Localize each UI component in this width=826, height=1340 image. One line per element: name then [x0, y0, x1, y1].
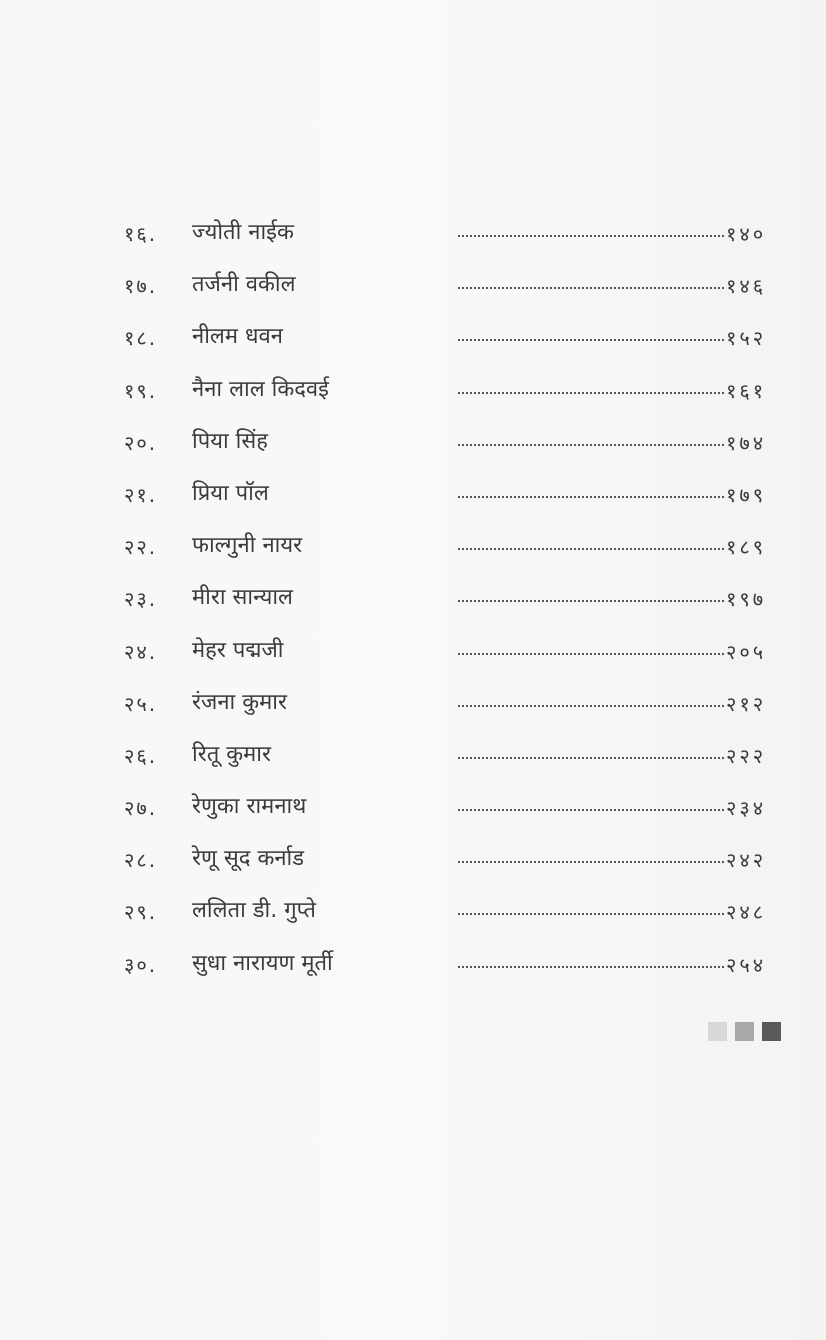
- entry-page-number: २३४: [726, 796, 767, 821]
- entry-page-number: १४०: [726, 222, 767, 246]
- entry-page-number: २२२: [726, 743, 767, 768]
- toc-entry: [0, 836, 826, 888]
- entry-title: नैना लाल किदवई: [192, 376, 329, 402]
- decorative-squares: [708, 1022, 781, 1041]
- dark-square-ornament: [762, 1022, 781, 1041]
- table-of-contents: [0, 210, 826, 993]
- entry-number: १९.: [124, 378, 158, 403]
- entry-page-number: १९७: [726, 587, 767, 612]
- toc-entry: [0, 419, 826, 471]
- entry-title: ललिता डी. गुप्ते: [192, 898, 316, 924]
- entry-title: रितू कुमार: [192, 741, 271, 767]
- entry-number: २०.: [124, 430, 158, 455]
- entry-number: २९.: [124, 900, 158, 925]
- dot-leader: [458, 861, 724, 863]
- entry-title: मेहर पद्मजी: [192, 637, 284, 663]
- toc-entry: [0, 471, 826, 523]
- entry-title: रेणुका रामनाथ: [192, 794, 307, 820]
- entry-page-number: २५४: [726, 952, 767, 977]
- toc-entry: [0, 628, 826, 680]
- dot-leader: [458, 705, 724, 707]
- toc-entry: [0, 262, 826, 314]
- toc-entry: [0, 575, 826, 627]
- dot-leader: [458, 339, 724, 341]
- entry-number: १७.: [124, 274, 158, 299]
- entry-number: २२.: [124, 535, 158, 560]
- entry-page-number: १७४: [726, 430, 767, 455]
- entry-page-number: २४२: [726, 848, 767, 873]
- entry-number: १६.: [124, 222, 158, 246]
- toc-entry: [0, 210, 826, 262]
- toc-entry: [0, 888, 826, 940]
- toc-entry: [0, 941, 826, 993]
- entry-page-number: २४८: [726, 900, 767, 925]
- entry-number: २१.: [124, 482, 158, 507]
- entry-page-number: १८९: [726, 535, 767, 560]
- entry-page-number: १६१: [726, 378, 767, 403]
- toc-entry: [0, 367, 826, 419]
- entry-title: पिया सिंह: [192, 428, 268, 454]
- medium-square-ornament: [735, 1022, 754, 1041]
- toc-entry: [0, 680, 826, 732]
- entry-title: रेणू सूद कर्नाड: [192, 846, 305, 872]
- dot-leader: [458, 600, 724, 602]
- dot-leader: [458, 287, 724, 289]
- toc-entry: [0, 314, 826, 366]
- entry-title: नीलम धवन: [192, 324, 283, 350]
- entry-number: २७.: [124, 796, 158, 821]
- dot-leader: [458, 757, 724, 759]
- entry-number: २४.: [124, 639, 158, 664]
- dot-leader: [458, 496, 724, 498]
- entry-page-number: २१२: [726, 691, 767, 716]
- entry-number: २६.: [124, 743, 158, 768]
- entry-title: मीरा सान्याल: [192, 585, 293, 611]
- light-square-ornament: [708, 1022, 727, 1041]
- dot-leader: [458, 809, 724, 811]
- dot-leader: [458, 913, 724, 915]
- entry-title: प्रिया पॉल: [192, 480, 269, 506]
- entry-title: फाल्गुनी नायर: [192, 533, 303, 559]
- dot-leader: [458, 392, 724, 394]
- entry-page-number: १७९: [726, 482, 767, 507]
- dot-leader: [458, 548, 724, 550]
- dot-leader: [458, 444, 724, 446]
- toc-entry: [0, 523, 826, 575]
- dot-leader: [458, 966, 724, 968]
- entry-number: ३०.: [124, 952, 158, 977]
- toc-entry: [0, 732, 826, 784]
- entry-page-number: २०५: [726, 639, 767, 664]
- entry-number: २५.: [124, 691, 158, 716]
- entry-number: २८.: [124, 848, 158, 873]
- entry-page-number: १४६: [726, 274, 767, 299]
- entry-title: तर्जनी वकील: [192, 272, 296, 298]
- entry-number: १८.: [124, 326, 158, 351]
- entry-title: सुधा नारायण मूर्ती: [192, 950, 333, 976]
- entry-page-number: १५२: [726, 326, 767, 351]
- dot-leader: [458, 235, 724, 237]
- dot-leader: [458, 653, 724, 655]
- entry-title: ज्योती नाईक: [192, 220, 294, 245]
- toc-entry: [0, 784, 826, 836]
- entry-title: रंजना कुमार: [192, 689, 287, 715]
- entry-number: २३.: [124, 587, 158, 612]
